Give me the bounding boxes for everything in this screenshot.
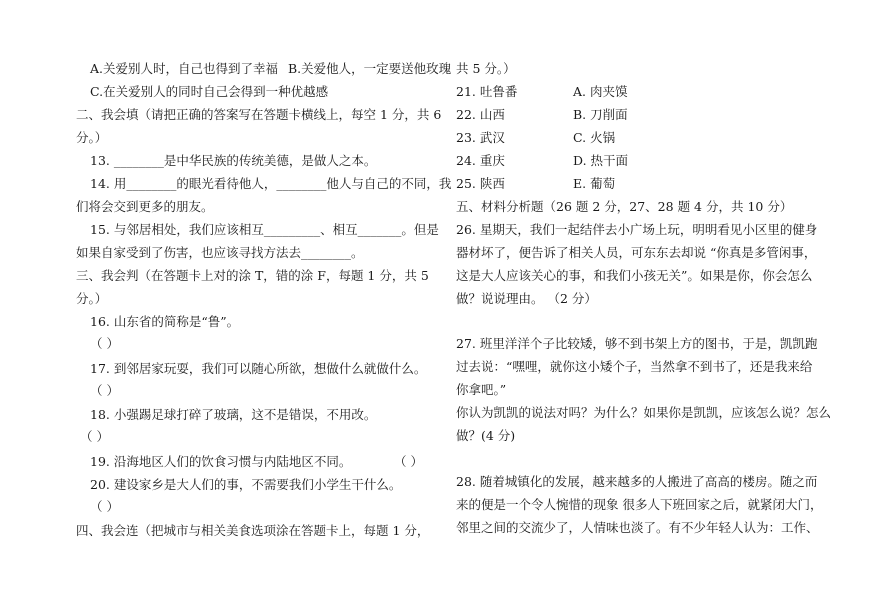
section-4-title-cont: 共 5 分。）: [456, 61, 516, 76]
match-city-23: 23. 武汉: [456, 130, 505, 145]
question-14-cont: 们将会交到更多的朋友。: [76, 199, 214, 214]
question-27-line-3: 你拿吧。”: [456, 382, 507, 397]
question-27: 27. 班里洋洋个子比较矮，够不到书架上方的图书，于是，凯凯跑: [456, 336, 818, 351]
question-27-line-4: 你认为凯凯的说法对吗？为什么？如果你是凯凯，应该怎么说？怎么: [456, 405, 832, 420]
section-3-title-cont: 分。）: [76, 291, 108, 306]
match-city-24: 24. 重庆: [456, 153, 505, 168]
match-food-d: D. 热干面: [573, 153, 629, 168]
question-26: 26. 星期天，我们一起结伴去小广场上玩，明明看见小区里的健身: [456, 222, 818, 237]
question-16-answer-paren[interactable]: （ ）: [90, 336, 119, 351]
match-city-21: 21. 吐鲁番: [456, 84, 518, 99]
question-26-line-2: 器材坏了，便告诉了相关人员，可东东去却说 “你真是多管闲事，: [456, 245, 817, 260]
q12-option-a: A.关爱别人时，自己也得到了幸福: [90, 61, 279, 76]
question-18: 18. 小强踢足球打碎了玻璃，这不是错误，不用改。: [90, 407, 377, 422]
question-17: 17. 到邻居家玩耍，我们可以随心所欲，想做什么就做什么。: [90, 361, 427, 376]
question-27-line-2: 过去说：“嘿哩，就你这小矮个子，当然拿不到书了，还是我来给: [456, 359, 813, 374]
question-18-answer-paren[interactable]: （ ）: [80, 429, 109, 444]
question-16: 16. 山东省的简称是“鲁”。: [90, 314, 240, 329]
question-27-line-5: 做？(4 分): [456, 428, 516, 443]
section-2-title: 二、我会填（请把正确的答案写在答题卡横线上，每空 1 分，共 6: [76, 107, 442, 122]
question-13: 13. ________是中华民族的传统美德，是做人之本。: [90, 153, 377, 168]
question-14: 14. 用________的眼光看待他人，________他人与自己的不同，我: [90, 176, 452, 191]
question-26-line-4: 做？说说理由。 （2 分）: [456, 291, 597, 306]
match-food-e: E. 葡萄: [573, 176, 616, 191]
match-food-b: B. 刀削面: [573, 107, 628, 122]
question-19: 19. 沿海地区人们的饮食习惯与内陆地区不同。: [90, 454, 352, 469]
question-17-answer-paren[interactable]: （ ）: [90, 383, 119, 398]
question-19-answer-paren[interactable]: （ ）: [394, 454, 423, 469]
q12-option-c: C.在关爱别人的同时自己会得到一种优越感: [90, 84, 329, 99]
match-food-a: A. 肉夹馍: [573, 84, 628, 99]
question-20: 20. 建设家乡是大人们的事，不需要我们小学生干什么。: [90, 477, 402, 492]
question-15-cont: 如果自家受到了伤害，也应该寻找方法去________。: [76, 245, 364, 260]
q12-option-b: B.关爱他人，一定要送他玫瑰: [288, 61, 452, 76]
match-city-25: 25. 陕西: [456, 176, 505, 191]
question-26-line-3: 这是大人应该关心的事，和我们小孩无关”。如果是你，你会怎么: [456, 268, 813, 283]
section-3-title: 三、我会判（在答题卡上对的涂 T，错的涂 F，每题 1 分，共 5: [76, 268, 429, 283]
question-28-line-3: 邻里之间的交流少了，人情味也淡了。有不少年轻人认为：工作、: [456, 520, 819, 535]
section-2-title-cont: 分。）: [76, 130, 108, 145]
section-4-title: 四、我会连（把城市与相关美食选项涂在答题卡上，每题 1 分，: [76, 523, 430, 538]
match-food-c: C. 火锅: [573, 130, 616, 145]
match-city-22: 22. 山西: [456, 107, 505, 122]
question-28: 28. 随着城镇化的发展，越来越多的人搬进了高高的楼房。随之而: [456, 474, 818, 489]
question-15: 15. 与邻居相处，我们应该相互_________、相互_______。但是: [90, 222, 439, 237]
question-20-answer-paren[interactable]: （ ）: [90, 499, 119, 514]
question-28-line-2: 来的便是一个令人惋惜的现象 很多人下班回家之后，就紧闭大门，: [456, 497, 823, 512]
section-5-title: 五、材料分析题（26 题 2 分，27、28 题 4 分，共 10 分）: [456, 199, 793, 214]
